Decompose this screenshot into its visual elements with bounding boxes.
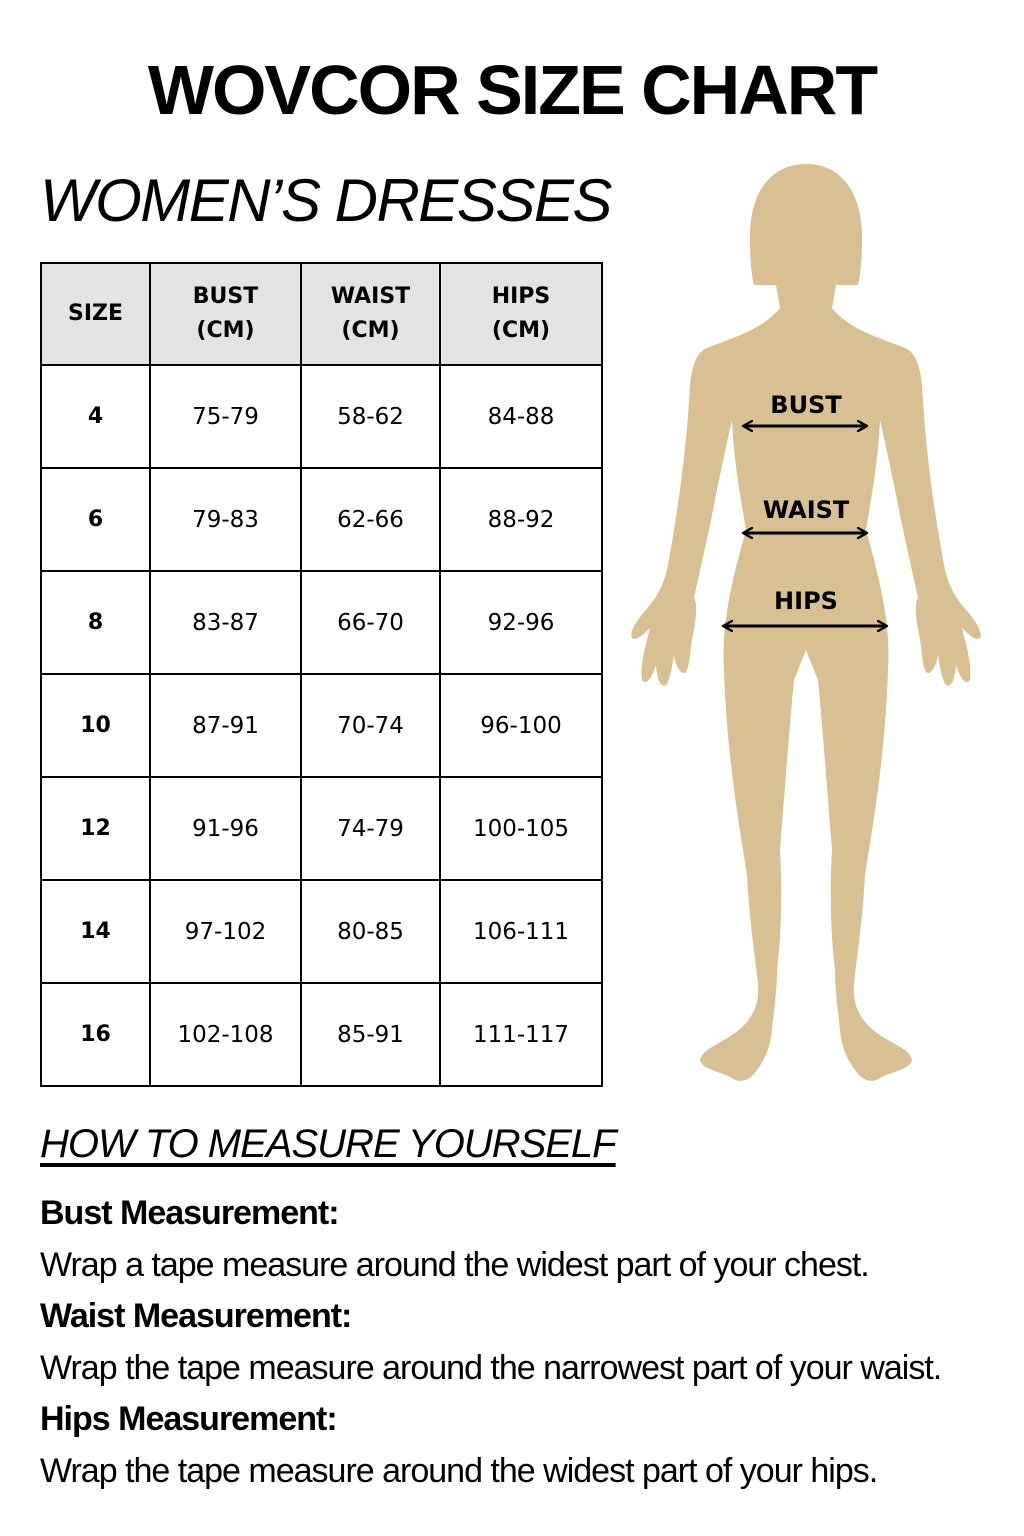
hips-cell: 84-88	[440, 365, 602, 468]
bust-measurement-text: Wrap a tape measure around the widest part of your chest.	[40, 1246, 869, 1284]
hips-cell: 111-117	[440, 983, 602, 1086]
size-cell: 12	[41, 777, 150, 880]
size-cell: 8	[41, 571, 150, 674]
body-silhouette	[631, 164, 980, 1081]
bust-cell: 91-96	[150, 777, 301, 880]
waist-cell: 85-91	[301, 983, 440, 1086]
page-title: WOVCOR SIZE CHART	[147, 51, 877, 129]
hips-cell: 96-100	[440, 674, 602, 777]
table-header-row	[41, 263, 602, 365]
table-row	[41, 468, 602, 571]
head-hair-shape	[631, 164, 980, 1081]
waist-cell: 70-74	[301, 674, 440, 777]
hips-cell: 106-111	[440, 880, 602, 983]
bust-cell: 102-108	[150, 983, 301, 1086]
header-size: SIZE	[41, 263, 150, 365]
size-cell: 6	[41, 468, 150, 571]
bust-label: BUST	[770, 391, 842, 419]
section-title-womens-dresses: WOMEN’S DRESSES	[40, 167, 611, 234]
table-row	[41, 983, 602, 1086]
header-waist: WAIST (CM)	[301, 263, 440, 365]
waist-cell: 74-79	[301, 777, 440, 880]
hips-label: HIPS	[774, 587, 838, 615]
bust-cell: 87-91	[150, 674, 301, 777]
how-to-measure-heading: HOW TO MEASURE YOURSELF	[40, 1122, 616, 1166]
waist-label: WAIST	[762, 496, 850, 524]
waist-cell: 62-66	[301, 468, 440, 571]
hips-measurement-text: Wrap the tape measure around the widest part of your hips.	[40, 1452, 878, 1490]
hips-cell: 100-105	[440, 777, 602, 880]
bust-cell: 79-83	[150, 468, 301, 571]
waist-measurement-title: Waist Measurement:	[40, 1297, 352, 1335]
size-table	[40, 262, 603, 1087]
hips-measurement-title: Hips Measurement:	[40, 1400, 337, 1438]
size-cell: 14	[41, 880, 150, 983]
bust-cell: 83-87	[150, 571, 301, 674]
table-row	[41, 571, 602, 674]
header-bust: BUST (CM)	[150, 263, 301, 365]
bust-cell: 97-102	[150, 880, 301, 983]
waist-cell: 80-85	[301, 880, 440, 983]
bust-measurement-title: Bust Measurement:	[40, 1194, 339, 1232]
waist-cell: 66-70	[301, 571, 440, 674]
waist-measurement-text: Wrap the tape measure around the narrowest part of your waist.	[40, 1349, 942, 1387]
size-cell: 4	[41, 365, 150, 468]
size-cell: 16	[41, 983, 150, 1086]
body-measurement-figure	[620, 160, 1000, 1090]
table-row	[41, 365, 602, 468]
header-hips: HIPS (CM)	[440, 263, 602, 365]
table-row	[41, 777, 602, 880]
table-row	[41, 674, 602, 777]
hips-cell: 92-96	[440, 571, 602, 674]
table-row	[41, 880, 602, 983]
waist-cell: 58-62	[301, 365, 440, 468]
size-cell: 10	[41, 674, 150, 777]
hips-cell: 88-92	[440, 468, 602, 571]
bust-cell: 75-79	[150, 365, 301, 468]
